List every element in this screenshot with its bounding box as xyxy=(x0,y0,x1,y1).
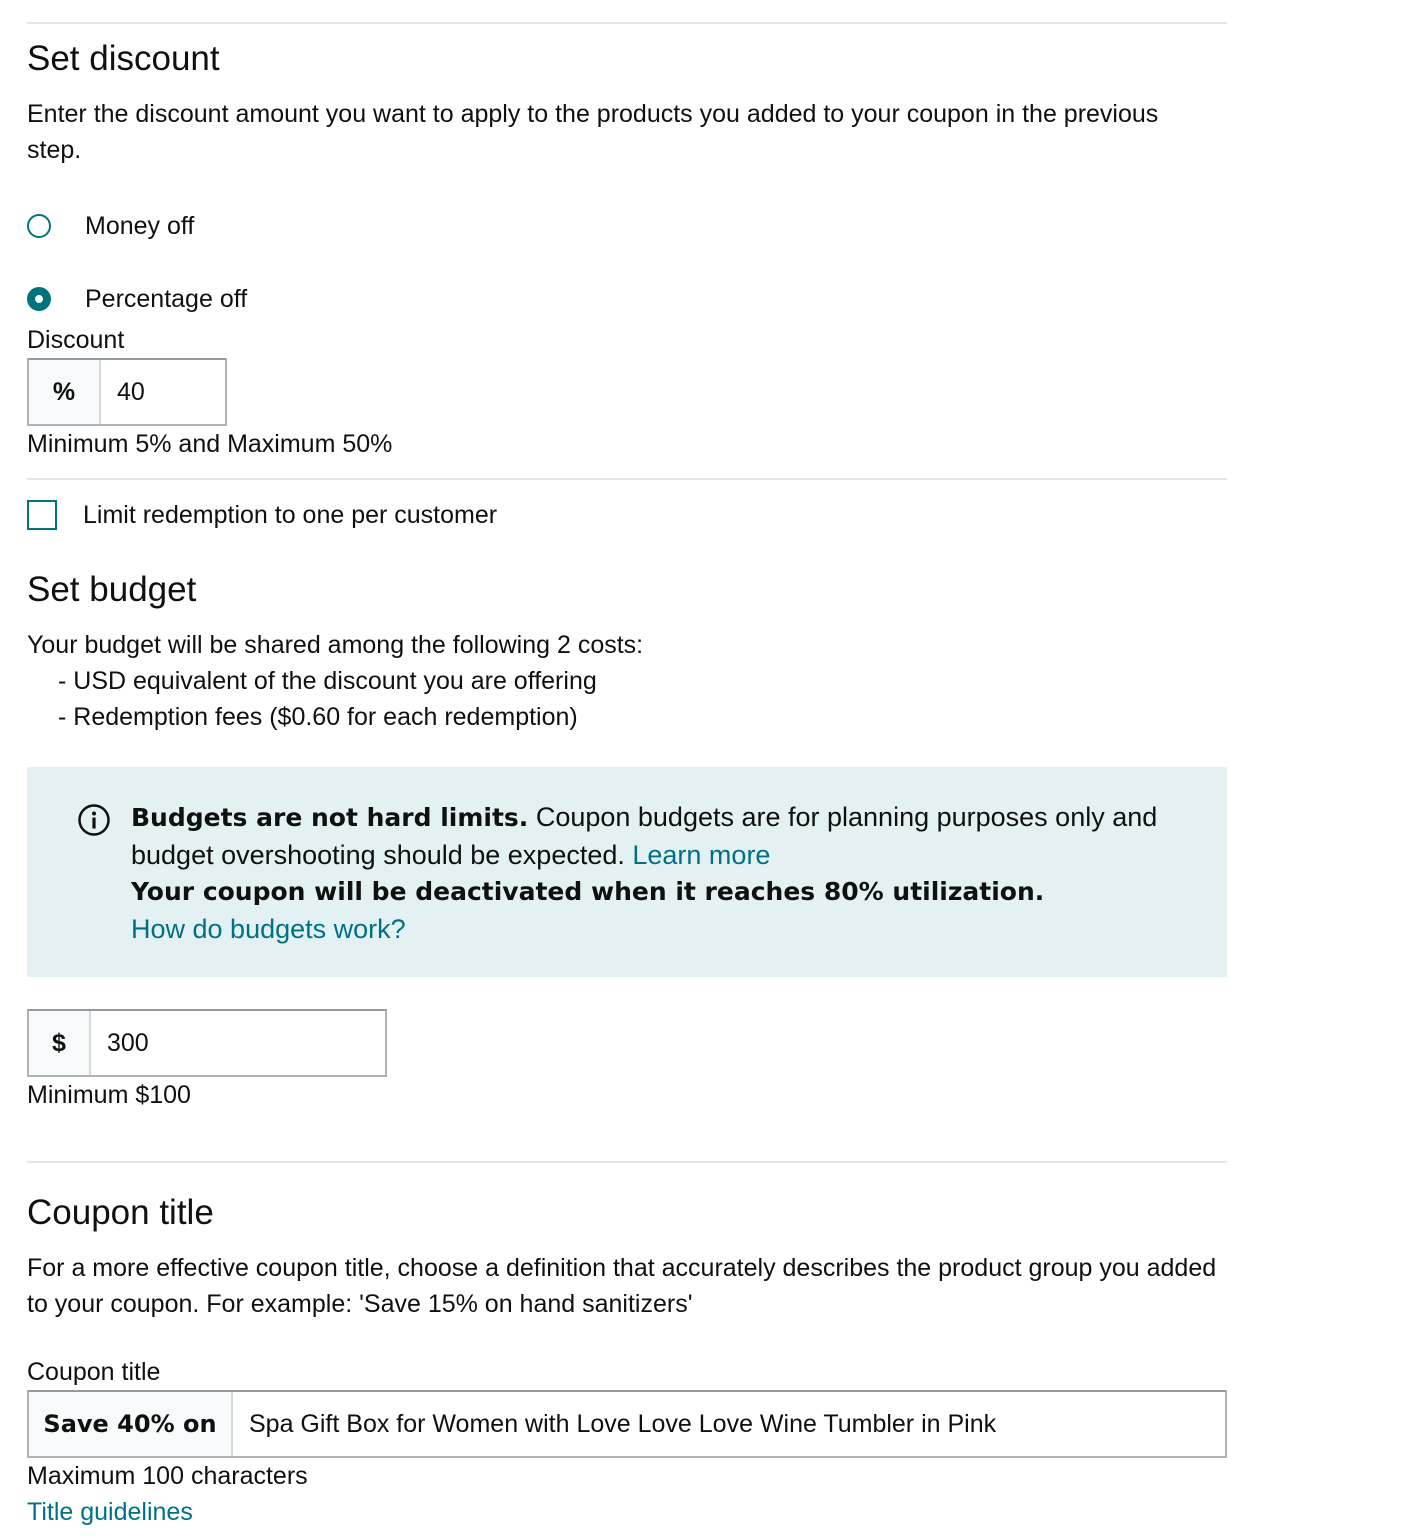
cost-item: - USD equivalent of the discount you are offering xyxy=(58,667,597,695)
set-budget-heading: Set budget xyxy=(27,570,197,609)
discount-input-group xyxy=(27,358,227,426)
money-off-radio[interactable] xyxy=(27,214,51,238)
budget-divider xyxy=(27,1161,1227,1163)
set-discount-heading: Set discount xyxy=(27,39,220,78)
percentage-off-option[interactable] xyxy=(27,281,247,317)
discount-input[interactable] xyxy=(101,360,225,424)
learn-more-link[interactable]: Learn more xyxy=(632,839,771,870)
coupon-title-hint: Maximum 100 characters xyxy=(27,1462,308,1490)
limit-redemption-checkbox[interactable] xyxy=(27,500,57,530)
percentage-off-radio[interactable] xyxy=(27,287,51,311)
dollar-prefix: $ xyxy=(29,1011,91,1075)
alert-text: Coupon budgets are for planning purposes only and budget overshooting should be expected. xyxy=(131,802,1158,870)
info-icon xyxy=(77,803,111,837)
alert-bold-lead: Budgets are not hard limits. xyxy=(131,803,529,832)
discount-label: Discount xyxy=(27,326,125,354)
coupon-title-prefix: Save 40% on xyxy=(29,1392,233,1456)
discount-hint: Minimum 5% and Maximum 50% xyxy=(27,430,393,458)
coupon-title-label: Coupon title xyxy=(27,1358,161,1386)
budget-hint: Minimum $100 xyxy=(27,1081,191,1109)
coupon-title-input-group xyxy=(27,1390,1227,1458)
set-discount-description: Enter the discount amount you want to apply to the products you added to your coupon in the previous step. xyxy=(27,100,1159,164)
money-off-option[interactable] xyxy=(27,208,194,244)
budget-intro: Your budget will be shared among the following 2 costs: xyxy=(27,631,644,659)
alert-body xyxy=(131,799,1191,947)
coupon-title-heading: Coupon title xyxy=(27,1193,214,1232)
coupon-title-input[interactable] xyxy=(233,1392,1225,1456)
percentage-off-label[interactable]: Percentage off xyxy=(85,284,248,313)
coupon-title-description: For a more effective coupon title, choose a definition that accurately describes the product group you added to your coupon. For example: 'Save 15% on hand sanitizers' xyxy=(27,1254,1217,1318)
title-guidelines-link[interactable]: Title guidelines xyxy=(27,1498,193,1526)
limit-redemption-label[interactable]: Limit redemption to one per customer xyxy=(83,500,498,529)
budget-info-alert xyxy=(27,767,1227,977)
limit-redemption-option[interactable] xyxy=(27,500,497,530)
top-divider xyxy=(27,22,1227,24)
money-off-label[interactable]: Money off xyxy=(85,211,195,240)
budget-input-group xyxy=(27,1009,387,1077)
discount-divider xyxy=(27,478,1227,480)
how-budgets-work-link[interactable]: How do budgets work? xyxy=(131,913,406,944)
deactivation-note: Your coupon will be deactivated when it reaches 80% utilization. xyxy=(131,877,1045,906)
budget-input[interactable] xyxy=(91,1011,385,1075)
percent-prefix: % xyxy=(29,360,101,424)
cost-item: - Redemption fees ($0.60 for each redemption) xyxy=(58,703,578,731)
